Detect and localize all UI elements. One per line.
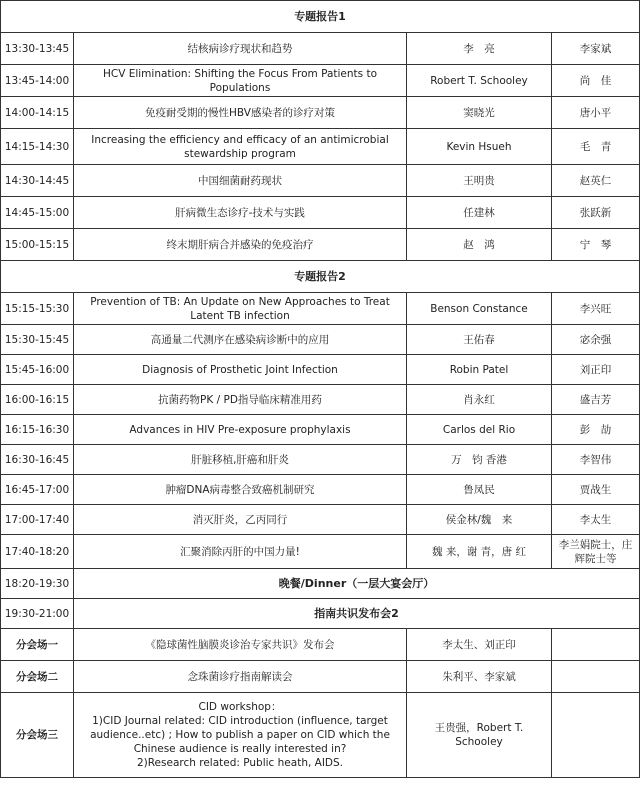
- talk-topic: Advances in HIV Pre-exposure prophylaxis: [74, 415, 407, 445]
- breakout-speaker: 李太生、刘正印: [407, 629, 552, 661]
- schedule-row: [1, 535, 640, 569]
- talk-topic: 高通量二代测序在感染病诊断中的应用: [74, 325, 407, 355]
- speaker-name: 窦晓光: [407, 97, 552, 129]
- speaker-name: 侯金林/魏 来: [407, 505, 552, 535]
- speaker-name: 王佑春: [407, 325, 552, 355]
- speaker-name: Carlos del Rio: [407, 415, 552, 445]
- breakout-row: [1, 661, 640, 693]
- chair-name: 赵英仁: [552, 165, 640, 197]
- section-header-row: [1, 261, 640, 293]
- guideline-label: 指南共识发布会2: [74, 599, 640, 629]
- speaker-name: 魏 来，谢 青，唐 红: [407, 535, 552, 569]
- speaker-name: 赵 鸿: [407, 229, 552, 261]
- schedule-row: [1, 97, 640, 129]
- time-slot: 13:45-14:00: [1, 65, 74, 97]
- time-slot: 19:30-21:00: [1, 599, 74, 629]
- time-slot: 16:45-17:00: [1, 475, 74, 505]
- chair-name: 李兰娟院士，庄辉院士等: [552, 535, 640, 569]
- time-slot: 14:45-15:00: [1, 197, 74, 229]
- section-title: 专题报告1: [1, 1, 640, 33]
- schedule-row: [1, 129, 640, 165]
- schedule-row: [1, 325, 640, 355]
- time-slot: 14:30-14:45: [1, 165, 74, 197]
- speaker-name: 鲁凤民: [407, 475, 552, 505]
- time-slot: 13:30-13:45: [1, 33, 74, 65]
- schedule-row: [1, 229, 640, 261]
- time-slot: 14:00-14:15: [1, 97, 74, 129]
- time-slot: 16:00-16:15: [1, 385, 74, 415]
- talk-topic: 消灭肝炎，乙丙同行: [74, 505, 407, 535]
- chair-name: 盛吉芳: [552, 385, 640, 415]
- breakout-topic: 念珠菌诊疗指南解读会: [74, 661, 407, 693]
- dinner-row: [1, 569, 640, 599]
- breakout-chair: [552, 661, 640, 693]
- chair-name: 李家斌: [552, 33, 640, 65]
- workshop-title: CID workshop：: [198, 701, 282, 713]
- chair-name: 张跃新: [552, 197, 640, 229]
- section-header-row: [1, 1, 640, 33]
- talk-topic: 终末期肝病合并感染的免疫治疗: [74, 229, 407, 261]
- speaker-name: 任建林: [407, 197, 552, 229]
- dinner-label: 晚餐/Dinner（一层大宴会厅）: [74, 569, 640, 599]
- schedule-row: [1, 33, 640, 65]
- speaker-name: Benson Constance: [407, 293, 552, 325]
- talk-topic: 中国细菌耐药现状: [74, 165, 407, 197]
- breakout-row: [1, 629, 640, 661]
- talk-topic: 结核病诊疗现状和趋势: [74, 33, 407, 65]
- time-slot: 18:20-19:30: [1, 569, 74, 599]
- time-slot: 16:15-16:30: [1, 415, 74, 445]
- guideline-row: [1, 599, 640, 629]
- chair-name: 贾战生: [552, 475, 640, 505]
- breakout-label: 分会场三: [1, 693, 74, 778]
- time-slot: 16:30-16:45: [1, 445, 74, 475]
- section-title: 专题报告2: [1, 261, 640, 293]
- speaker-name: Robin Patel: [407, 355, 552, 385]
- talk-topic: 肝病微生态诊疗-技术与实践: [74, 197, 407, 229]
- workshop-row: [1, 693, 640, 778]
- schedule-row: [1, 355, 640, 385]
- schedule-row: [1, 445, 640, 475]
- chair-name: 李智伟: [552, 445, 640, 475]
- talk-topic: 免疫耐受期的慢性HBV感染者的诊疗对策: [74, 97, 407, 129]
- chair-name: 彭 劼: [552, 415, 640, 445]
- talk-topic: 汇聚消除丙肝的中国力量!: [74, 535, 407, 569]
- workshop-line2: 2)Research related: Public heath, AIDS.: [136, 757, 344, 769]
- time-slot: 17:00-17:40: [1, 505, 74, 535]
- speaker-name: Robert T. Schooley: [407, 65, 552, 97]
- time-slot: 15:45-16:00: [1, 355, 74, 385]
- talk-topic: 肿瘤DNA病毒整合致癌机制研究: [74, 475, 407, 505]
- talk-topic: Increasing the efficiency and efficacy of an antimicrobial stewardship program: [74, 129, 407, 165]
- talk-topic: 抗菌药物PK / PD指导临床精准用药: [74, 385, 407, 415]
- time-slot: 17:40-18:20: [1, 535, 74, 569]
- breakout-topic: 《隐球菌性脑膜炎诊治专家共识》发布会: [74, 629, 407, 661]
- talk-topic: Prevention of TB: An Update on New Approaches to Treat Latent TB infection: [74, 293, 407, 325]
- schedule-row: [1, 197, 640, 229]
- workshop-speaker: 王贵强，Robert T. Schooley: [407, 693, 552, 778]
- schedule-row: [1, 415, 640, 445]
- talk-topic: 肝脏移植,肝癌和肝炎: [74, 445, 407, 475]
- schedule-row: [1, 165, 640, 197]
- speaker-name: Kevin Hsueh: [407, 129, 552, 165]
- time-slot: 15:00-15:15: [1, 229, 74, 261]
- chair-name: 尚 佳: [552, 65, 640, 97]
- chair-name: 李太生: [552, 505, 640, 535]
- workshop-chair: [552, 693, 640, 778]
- time-slot: 15:15-15:30: [1, 293, 74, 325]
- chair-name: 宓余强: [552, 325, 640, 355]
- speaker-name: 万 钧 香港: [407, 445, 552, 475]
- chair-name: 刘正印: [552, 355, 640, 385]
- breakout-label: 分会场二: [1, 661, 74, 693]
- speaker-name: 肖永红: [407, 385, 552, 415]
- chair-name: 毛 青: [552, 129, 640, 165]
- schedule-row: [1, 475, 640, 505]
- schedule-row: [1, 505, 640, 535]
- talk-topic: Diagnosis of Prosthetic Joint Infection: [74, 355, 407, 385]
- workshop-line1: 1)CID Journal related: CID introduction (influence, target audience..etc) ; How to publish a paper on CID which the Chinese audience is really interested in?: [90, 715, 390, 755]
- schedule-row: [1, 293, 640, 325]
- workshop-description: [74, 693, 407, 778]
- chair-name: 宁 琴: [552, 229, 640, 261]
- chair-name: 唐小平: [552, 97, 640, 129]
- time-slot: 15:30-15:45: [1, 325, 74, 355]
- speaker-name: 王明贵: [407, 165, 552, 197]
- schedule-row: [1, 385, 640, 415]
- breakout-speaker: 朱利平、李家斌: [407, 661, 552, 693]
- chair-name: 李兴旺: [552, 293, 640, 325]
- breakout-label: 分会场一: [1, 629, 74, 661]
- speaker-name: 李 亮: [407, 33, 552, 65]
- talk-topic: HCV Elimination: Shifting the Focus From Patients to Populations: [74, 65, 407, 97]
- time-slot: 14:15-14:30: [1, 129, 74, 165]
- schedule-row: [1, 65, 640, 97]
- breakout-chair: [552, 629, 640, 661]
